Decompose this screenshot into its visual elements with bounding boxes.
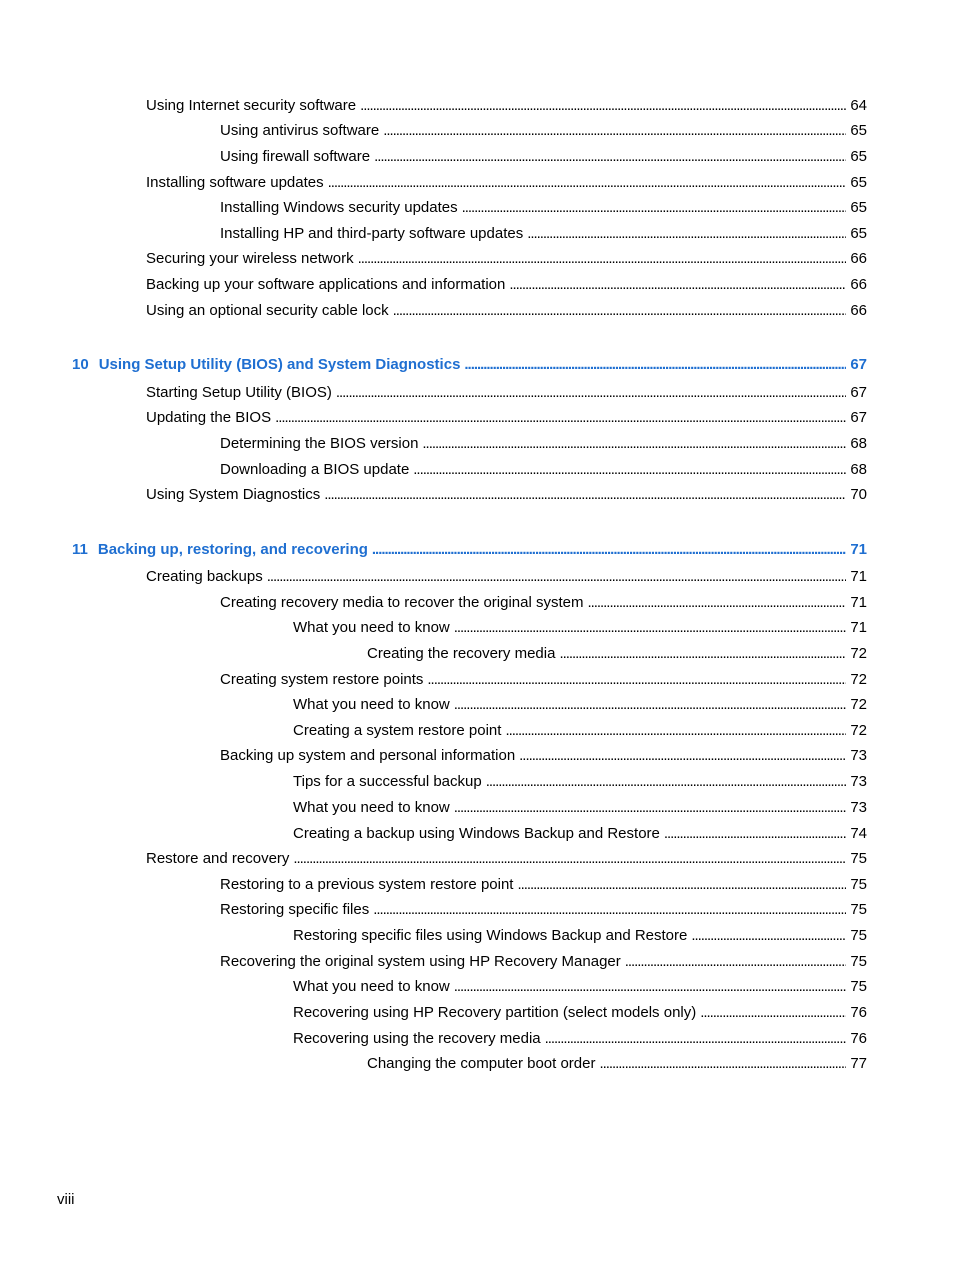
toc-page-number: 76 xyxy=(850,1030,867,1047)
toc-entry-title: Changing the computer boot order xyxy=(367,1055,596,1072)
toc-page-number: 73 xyxy=(850,799,867,816)
dot-leader xyxy=(383,121,846,141)
toc-entry-link[interactable] xyxy=(146,301,867,321)
toc-entry-link[interactable] xyxy=(293,695,867,715)
toc-entry-link[interactable] xyxy=(220,224,867,244)
toc-page-number: 68 xyxy=(850,461,867,478)
toc-entry-link[interactable] xyxy=(367,644,867,664)
toc-chapter-link[interactable] xyxy=(72,540,867,560)
toc-page-number: 71 xyxy=(850,594,867,611)
dot-leader xyxy=(454,977,847,997)
toc-entry-title: Securing your wireless network xyxy=(146,250,354,267)
dot-leader xyxy=(328,173,847,193)
toc-entry-title: Using Internet security software xyxy=(146,97,357,114)
toc-page-number: 67 xyxy=(850,409,867,426)
dot-leader xyxy=(293,849,846,869)
dot-leader xyxy=(559,644,846,664)
toc-page-number: 72 xyxy=(850,722,867,739)
dot-leader xyxy=(625,952,847,972)
dot-leader xyxy=(373,900,846,920)
toc-entry-title: Using firewall software xyxy=(220,148,371,165)
toc-entry-title: Recovering the original system using HP Recovery Manager xyxy=(220,953,621,970)
dot-leader xyxy=(422,434,846,454)
toc-entry-title: Installing HP and third-party software updates xyxy=(220,225,524,242)
toc-entry-title xyxy=(72,540,372,560)
dot-leader xyxy=(336,383,846,403)
toc-entry-link[interactable] xyxy=(220,952,867,972)
toc-page-number: 66 xyxy=(850,276,867,293)
toc-page-number: 74 xyxy=(850,825,867,842)
toc-entry-title: Creating the recovery media xyxy=(367,645,556,662)
toc-entry-title: Recovering using HP Recovery partition (select models only) xyxy=(293,1004,697,1021)
toc-entry-link[interactable] xyxy=(146,249,867,269)
toc-entry-link[interactable] xyxy=(146,383,867,403)
dot-leader xyxy=(599,1054,846,1074)
toc-page-number: 75 xyxy=(850,850,867,867)
toc-entry-link[interactable] xyxy=(293,721,867,741)
toc-entry-link[interactable] xyxy=(146,849,867,869)
toc-entry-link[interactable] xyxy=(220,875,867,895)
dot-leader xyxy=(519,746,846,766)
toc-entry-link[interactable] xyxy=(367,1054,867,1074)
dot-leader xyxy=(588,593,847,613)
toc-entry-title: Using antivirus software xyxy=(220,122,380,139)
toc-entry-title: Tips for a successful backup xyxy=(293,773,482,790)
toc-entry-title: Backing up your software applications and information xyxy=(146,276,506,293)
toc-entry-title: Restore and recovery xyxy=(146,850,290,867)
toc-page-number: 75 xyxy=(850,927,867,944)
dot-leader xyxy=(454,798,847,818)
dot-leader xyxy=(374,147,846,167)
toc-page-number: 66 xyxy=(850,250,867,267)
toc-page-number: 67 xyxy=(850,384,867,401)
toc-entry-title: Backing up system and personal information xyxy=(220,747,516,764)
toc-page-number: 75 xyxy=(850,978,867,995)
dot-leader xyxy=(324,485,846,505)
dot-leader xyxy=(486,772,847,792)
toc-entry-title: Restoring specific files using Windows Backup and Restore xyxy=(293,927,688,944)
toc-entry-link[interactable] xyxy=(220,746,867,766)
toc-entry-link[interactable] xyxy=(146,567,867,587)
toc-entry-title xyxy=(72,355,464,375)
toc-page-number: 75 xyxy=(850,953,867,970)
toc-page-number: 75 xyxy=(850,876,867,893)
chapter-title: Backing up, restoring, and recovering xyxy=(97,541,368,558)
toc-entry-link[interactable] xyxy=(146,485,867,505)
toc-entry-link[interactable] xyxy=(293,977,867,997)
toc-entry-title: Installing Windows security updates xyxy=(220,199,458,216)
toc-page-number: 65 xyxy=(850,199,867,216)
toc-entry-link[interactable] xyxy=(146,96,867,116)
toc-chapter-link[interactable] xyxy=(72,355,867,375)
toc-page-number: 66 xyxy=(850,302,867,319)
dot-leader xyxy=(358,249,847,269)
toc-entry-title: What you need to know xyxy=(293,799,450,816)
toc-page-number: 65 xyxy=(850,174,867,191)
toc-entry-title: Creating a backup using Windows Backup and Restore xyxy=(293,825,660,842)
toc-entry-title: Creating a system restore point xyxy=(293,722,502,739)
toc-entry-title: Using System Diagnostics xyxy=(146,486,321,503)
dot-leader xyxy=(527,224,846,244)
toc-entry-title: What you need to know xyxy=(293,619,450,636)
dot-leader xyxy=(427,670,846,690)
toc-entry-link[interactable] xyxy=(146,173,867,193)
dot-leader xyxy=(509,275,846,295)
toc-entry-link[interactable] xyxy=(220,593,867,613)
toc-entry-link[interactable] xyxy=(293,824,867,844)
toc-page-number: 65 xyxy=(850,148,867,165)
toc-page-number: 64 xyxy=(850,97,867,114)
dot-leader xyxy=(545,1029,847,1049)
toc-entry-title: Creating recovery media to recover the original system xyxy=(220,594,584,611)
toc-entry-link[interactable] xyxy=(293,618,867,638)
toc-entry-link[interactable] xyxy=(220,198,867,218)
dot-leader xyxy=(454,695,847,715)
toc-entry-title: Updating the BIOS xyxy=(146,409,272,426)
toc-entry-link[interactable] xyxy=(293,798,867,818)
dot-leader xyxy=(372,540,846,560)
toc-entry-title: Creating backups xyxy=(146,568,263,585)
toc-entry-link[interactable] xyxy=(293,926,867,946)
toc-entry-link[interactable] xyxy=(220,147,867,167)
toc-entry-link[interactable] xyxy=(293,772,867,792)
toc-page-number: 72 xyxy=(850,696,867,713)
dot-leader xyxy=(464,355,846,375)
toc-entry-link[interactable] xyxy=(220,670,867,690)
toc-page-number: 77 xyxy=(850,1055,867,1072)
dot-leader xyxy=(664,824,846,844)
toc-entry-title: Restoring specific files xyxy=(220,901,370,918)
toc-entry-title: Creating system restore points xyxy=(220,671,424,688)
toc-entry-title: What you need to know xyxy=(293,696,450,713)
toc-entry-link[interactable] xyxy=(220,900,867,920)
toc-page-number: 70 xyxy=(850,486,867,503)
toc-page-number: 73 xyxy=(850,747,867,764)
toc-page-number: 75 xyxy=(850,901,867,918)
dot-leader xyxy=(462,198,847,218)
dot-leader xyxy=(413,460,846,480)
dot-leader xyxy=(267,567,847,587)
toc-page-number: 72 xyxy=(850,671,867,688)
dot-leader xyxy=(360,96,846,116)
toc-entry-link[interactable] xyxy=(146,408,867,428)
dot-leader xyxy=(700,1003,846,1023)
chapter-number: 11 xyxy=(72,541,88,558)
toc-page-number: 71 xyxy=(850,568,867,585)
toc-entry-title: Restoring to a previous system restore point xyxy=(220,876,514,893)
toc-entry-title: What you need to know xyxy=(293,978,450,995)
toc-page-number: 65 xyxy=(850,225,867,242)
dot-leader xyxy=(517,875,846,895)
dot-leader xyxy=(275,408,846,428)
toc-page-number: 67 xyxy=(850,356,867,373)
toc-entry-link[interactable] xyxy=(220,460,867,480)
chapter-number: 10 xyxy=(72,356,89,373)
toc-entry-link[interactable] xyxy=(146,275,867,295)
dot-leader xyxy=(505,721,846,741)
toc-entry-title: Downloading a BIOS update xyxy=(220,461,410,478)
toc-page-number: 71 xyxy=(850,619,867,636)
toc-page-number: 73 xyxy=(850,773,867,790)
toc-entry-title: Recovering using the recovery media xyxy=(293,1030,541,1047)
toc-page-number: 72 xyxy=(850,645,867,662)
toc-entry-title: Using an optional security cable lock xyxy=(146,302,389,319)
toc-entry-link[interactable] xyxy=(220,121,867,141)
toc-entry-title: Determining the BIOS version xyxy=(220,435,419,452)
toc-page-number: 71 xyxy=(850,541,867,558)
toc-entry-link[interactable] xyxy=(220,434,867,454)
toc-page-number: 65 xyxy=(850,122,867,139)
toc-entry-title: Starting Setup Utility (BIOS) xyxy=(146,384,332,401)
dot-leader xyxy=(454,618,847,638)
page-number: viii xyxy=(57,1191,75,1208)
toc-page-number: 68 xyxy=(850,435,867,452)
toc-entry-link[interactable] xyxy=(293,1003,867,1023)
toc-entry-title: Installing software updates xyxy=(146,174,324,191)
toc-page-number: 76 xyxy=(850,1004,867,1021)
dot-leader xyxy=(691,926,846,946)
chapter-title: Using Setup Utility (BIOS) and System Diagnostics xyxy=(98,356,461,373)
toc-entry-link[interactable] xyxy=(293,1029,867,1049)
dot-leader xyxy=(393,301,847,321)
